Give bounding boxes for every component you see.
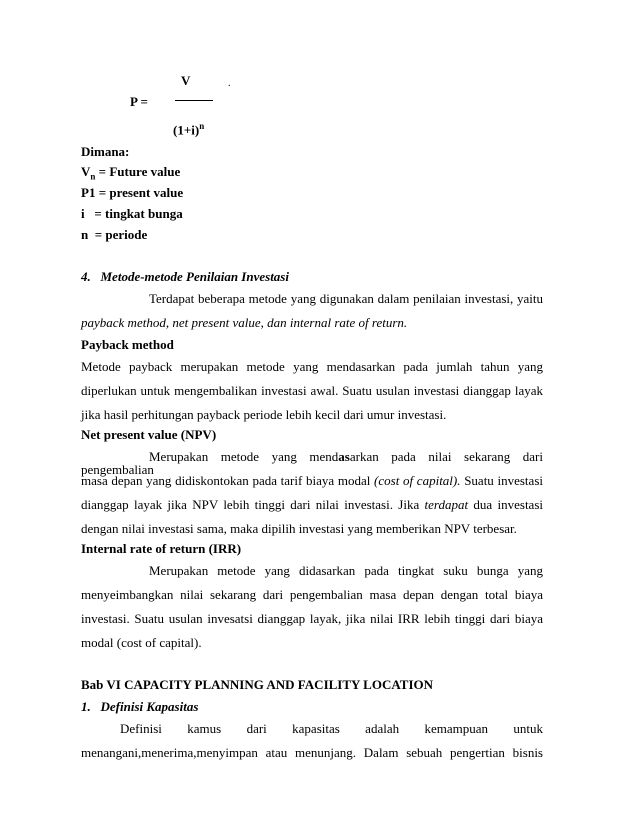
payback-line3: jika hasil perhitungan payback periode lebih kecil dari umur investasi.: [81, 407, 447, 422]
irr-line3: investasi. Suatu usulan invesatsi dianggap layak, jika nilai IRR lebih tinggi dari biaya: [81, 611, 543, 626]
npv-line1: Merupakan metode yang mendasarkan pada nilai sekarang dari pengembalian: [81, 449, 543, 477]
definition-p1: P1 = present value: [81, 185, 184, 200]
payback-heading: Payback method: [81, 337, 174, 352]
payback-line1: Metode payback merupakan metode yang mendasarkan pada jumlah tahun yang: [81, 359, 543, 374]
bab6-heading: Bab VI CAPACITY PLANNING AND FACILITY LOCATION: [81, 677, 434, 692]
npv-line3: dianggap layak jika NPV lebih tinggi dari nilai investasi. Jika terdapat dua investasi: [81, 497, 543, 512]
definition-n: n = periode: [81, 227, 148, 242]
npv-line4: dengan nilai investasi sama, maka dipilih investasi yang memberikan NPV terbesar.: [81, 521, 517, 536]
irr-line2: menyeimbangkan nilai sekarang dari pengembalian masa depan dengan total biaya: [81, 587, 543, 602]
bab6-subheading: 1. Definisi Kapasitas: [81, 699, 199, 714]
bab6-line2: menangani,menerima,menyimpan atau menunjang. Dalam sebuah pengertian bisnis: [81, 745, 543, 760]
payback-line2: diperlukan untuk mengembalikan investasi awal. Suatu usulan investasi dianggap layak: [81, 383, 543, 398]
section4-para-line1: Terdapat beberapa metode yang digunakan dalam penilaian investasi, yaitu: [149, 291, 543, 306]
definition-vn: $V_n$ = Future value: [81, 164, 181, 182]
bab6-line1: Definisi kamus dari kapasitas adalah kemampuan untuk: [120, 721, 543, 736]
formula-denominator: $(1+i)^n$: [173, 121, 205, 138]
formula-lhs: P =: [130, 94, 148, 109]
irr-line1: Merupakan metode yang didasarkan pada tingkat suku bunga yang: [149, 563, 543, 578]
fraction-bar: [175, 100, 213, 101]
npv-line2: masa depan yang didiskontokan pada tarif biaya modal (cost of capital). Suatu investasi: [81, 473, 543, 488]
section4-para-line2: payback method, net present value, dan internal rate of return.: [81, 315, 408, 330]
irr-heading: Internal rate of return (IRR): [81, 541, 242, 556]
formula-numerator: V: [181, 73, 191, 88]
definitions-heading: Dimana:: [81, 144, 130, 159]
irr-line4: modal (cost of capital).: [81, 635, 202, 650]
formula-dot: .: [228, 78, 231, 89]
definition-i: i = tingkat bunga: [81, 206, 183, 221]
section4-heading: 4. Metode-metode Penilaian Investasi: [81, 269, 289, 284]
npv-heading: Net present value (NPV): [81, 427, 217, 442]
